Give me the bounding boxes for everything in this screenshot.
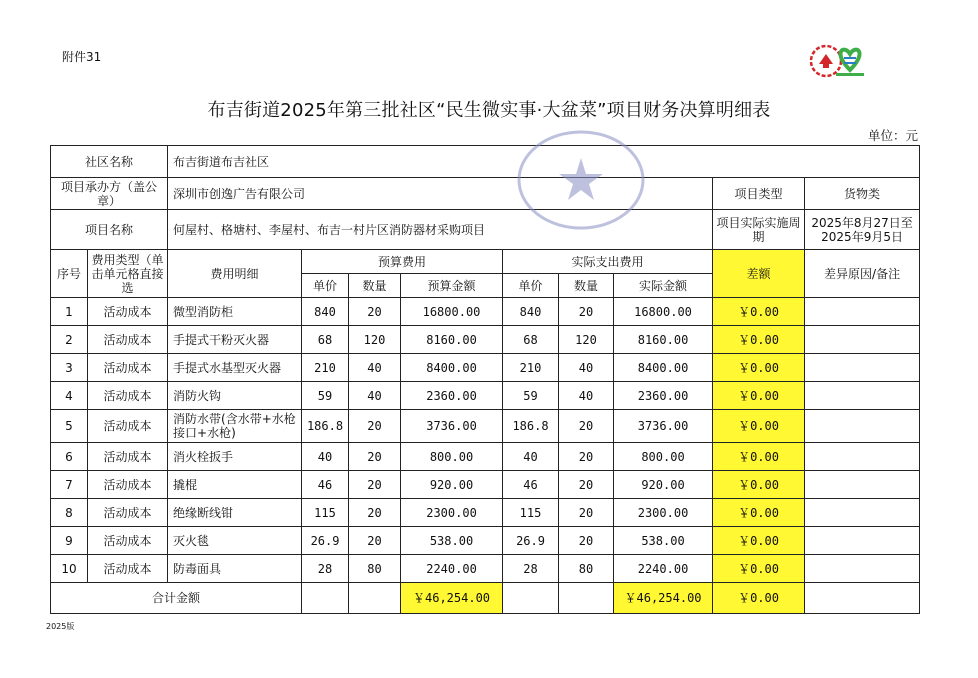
row-remark [805,443,920,471]
total-budget-amount: ￥46,254.00 [401,583,503,614]
row-budget-amount: 800.00 [401,443,503,471]
header-actual-qty: 数量 [559,274,614,298]
header-diff: 差额 [713,250,805,298]
contractor-value: 深圳市创逸广告有限公司 [168,178,713,210]
row-actual-amount: 8400.00 [614,354,713,382]
total-label: 合计金额 [51,583,302,614]
row-budget-qty: 20 [349,499,401,527]
row-remark [805,382,920,410]
table-row [51,354,920,382]
row-diff: ￥0.00 [713,326,805,354]
row-budget-qty: 120 [349,326,401,354]
row-budget-qty: 20 [349,443,401,471]
row-actual-unit-price: 59 [503,382,559,410]
row-actual-amount: 2240.00 [614,555,713,583]
row-detail: 撬棍 [168,471,302,499]
row-budget-amount: 2240.00 [401,555,503,583]
row-actual-amount: 3736.00 [614,410,713,443]
row-cost-type: 活动成本 [88,555,168,583]
project-name-label: 项目名称 [51,210,168,250]
contractor-label: 项目承办方（盖公章） [51,178,168,210]
row-diff: ￥0.00 [713,443,805,471]
row-budget-amount: 8400.00 [401,354,503,382]
row-budget-unit-price: 210 [302,354,349,382]
row-seq: 9 [51,527,88,555]
table-row [51,471,920,499]
row-seq: 5 [51,410,88,443]
row-diff: ￥0.00 [713,410,805,443]
row-cost-type: 活动成本 [88,326,168,354]
row-detail: 微型消防柜 [168,298,302,326]
row-actual-unit-price: 46 [503,471,559,499]
row-actual-unit-price: 40 [503,443,559,471]
header-budget-qty: 数量 [349,274,401,298]
row-detail: 灭火毯 [168,527,302,555]
table-row [51,298,920,326]
header-actual: 实际支出费用 [503,250,713,274]
company-seal-stamp [506,128,656,248]
row-actual-unit-price: 186.8 [503,410,559,443]
total-empty-cell [302,583,349,614]
project-type-value: 货物类 [805,178,920,210]
row-cost-type: 活动成本 [88,354,168,382]
row-diff: ￥0.00 [713,527,805,555]
row-actual-amount: 800.00 [614,443,713,471]
row-budget-unit-price: 28 [302,555,349,583]
row-actual-qty: 120 [559,326,614,354]
row-budget-qty: 40 [349,354,401,382]
total-empty-cell [349,583,401,614]
row-actual-qty: 20 [559,499,614,527]
row-remark [805,354,920,382]
row-budget-unit-price: 40 [302,443,349,471]
row-actual-unit-price: 28 [503,555,559,583]
header-actual-unit-price: 单价 [503,274,559,298]
table-row [51,443,920,471]
row-budget-amount: 2300.00 [401,499,503,527]
row-seq: 3 [51,354,88,382]
row-detail: 消火栓扳手 [168,443,302,471]
version-label: 2025版 [46,622,75,631]
total-diff: ￥0.00 [713,583,805,614]
header-actual-amount: 实际金额 [614,274,713,298]
row-remark [805,527,920,555]
community-name-value: 布吉街道布吉社区 [168,146,920,178]
header-cost-type: 费用类型（单击单元格直接选 [88,250,168,298]
table-row [51,499,920,527]
row-budget-amount: 8160.00 [401,326,503,354]
row-cost-type: 活动成本 [88,471,168,499]
row-diff: ￥0.00 [713,499,805,527]
row-seq: 1 [51,298,88,326]
row-remark [805,471,920,499]
row-detail: 消防水带(含水带+水枪接口+水枪) [168,410,302,443]
row-budget-qty: 20 [349,471,401,499]
row-seq: 8 [51,499,88,527]
row-budget-unit-price: 26.9 [302,527,349,555]
row-seq: 7 [51,471,88,499]
project-name-value: 何屋村、格塘村、李屋村、布吉一村片区消防器材采购项目 [168,210,713,250]
period-value: 2025年8月27日至2025年9月5日 [805,210,920,250]
attachment-label: 附件31 [62,50,102,64]
row-actual-qty: 20 [559,298,614,326]
row-remark [805,298,920,326]
row-remark [805,410,920,443]
total-remark [805,583,920,614]
page-title: 布吉街道2025年第三批社区“民生微实事·大盆菜”项目财务决算明细表 [207,100,771,121]
row-budget-unit-price: 186.8 [302,410,349,443]
row-remark [805,555,920,583]
header-seq: 序号 [51,250,88,298]
row-actual-amount: 16800.00 [614,298,713,326]
row-actual-qty: 20 [559,471,614,499]
header-detail: 费用明细 [168,250,302,298]
row-seq: 2 [51,326,88,354]
row-cost-type: 活动成本 [88,527,168,555]
row-actual-qty: 40 [559,354,614,382]
header-remark: 差异原因/备注 [805,250,920,298]
row-budget-qty: 20 [349,527,401,555]
row-actual-qty: 20 [559,410,614,443]
total-actual-amount: ￥46,254.00 [614,583,713,614]
table-row [51,555,920,583]
community-name-label: 社区名称 [51,146,168,178]
row-seq: 6 [51,443,88,471]
row-seq: 10 [51,555,88,583]
party-logo-icon [806,40,896,82]
row-actual-amount: 538.00 [614,527,713,555]
row-actual-qty: 20 [559,527,614,555]
row-cost-type: 活动成本 [88,382,168,410]
row-detail: 手提式水基型灭火器 [168,354,302,382]
row-actual-qty: 40 [559,382,614,410]
total-empty-cell [503,583,559,614]
row-budget-amount: 2360.00 [401,382,503,410]
row-actual-unit-price: 26.9 [503,527,559,555]
row-budget-amount: 920.00 [401,471,503,499]
row-actual-qty: 80 [559,555,614,583]
row-actual-amount: 920.00 [614,471,713,499]
row-detail: 手提式干粉灭火器 [168,326,302,354]
row-cost-type: 活动成本 [88,410,168,443]
row-cost-type: 活动成本 [88,499,168,527]
row-detail: 消防火钩 [168,382,302,410]
row-actual-unit-price: 115 [503,499,559,527]
row-actual-unit-price: 68 [503,326,559,354]
header-budget-amount: 预算金额 [401,274,503,298]
row-remark [805,326,920,354]
row-cost-type: 活动成本 [88,298,168,326]
table-row [51,527,920,555]
row-budget-amount: 538.00 [401,527,503,555]
row-budget-amount: 3736.00 [401,410,503,443]
row-budget-unit-price: 68 [302,326,349,354]
row-budget-qty: 20 [349,298,401,326]
finance-table [50,145,920,614]
row-detail: 绝缘断线钳 [168,499,302,527]
header-budget: 预算费用 [302,250,503,274]
table-row [51,326,920,354]
row-budget-qty: 80 [349,555,401,583]
row-diff: ￥0.00 [713,298,805,326]
row-budget-amount: 16800.00 [401,298,503,326]
row-actual-qty: 20 [559,443,614,471]
row-detail: 防毒面具 [168,555,302,583]
table-row [51,382,920,410]
row-diff: ￥0.00 [713,354,805,382]
row-actual-amount: 2360.00 [614,382,713,410]
row-seq: 4 [51,382,88,410]
row-actual-amount: 8160.00 [614,326,713,354]
row-actual-unit-price: 210 [503,354,559,382]
unit-label: 单位：元 [867,128,918,143]
row-budget-unit-price: 46 [302,471,349,499]
row-actual-unit-price: 840 [503,298,559,326]
row-budget-unit-price: 59 [302,382,349,410]
row-budget-unit-price: 115 [302,499,349,527]
row-actual-amount: 2300.00 [614,499,713,527]
row-budget-unit-price: 840 [302,298,349,326]
project-type-label: 项目类型 [713,178,805,210]
header-budget-unit-price: 单价 [302,274,349,298]
table-row [51,410,920,443]
period-label: 项目实际实施周期 [713,210,805,250]
row-budget-qty: 20 [349,410,401,443]
row-cost-type: 活动成本 [88,443,168,471]
row-diff: ￥0.00 [713,555,805,583]
total-empty-cell [559,583,614,614]
row-budget-qty: 40 [349,382,401,410]
row-diff: ￥0.00 [713,382,805,410]
row-remark [805,499,920,527]
row-diff: ￥0.00 [713,471,805,499]
